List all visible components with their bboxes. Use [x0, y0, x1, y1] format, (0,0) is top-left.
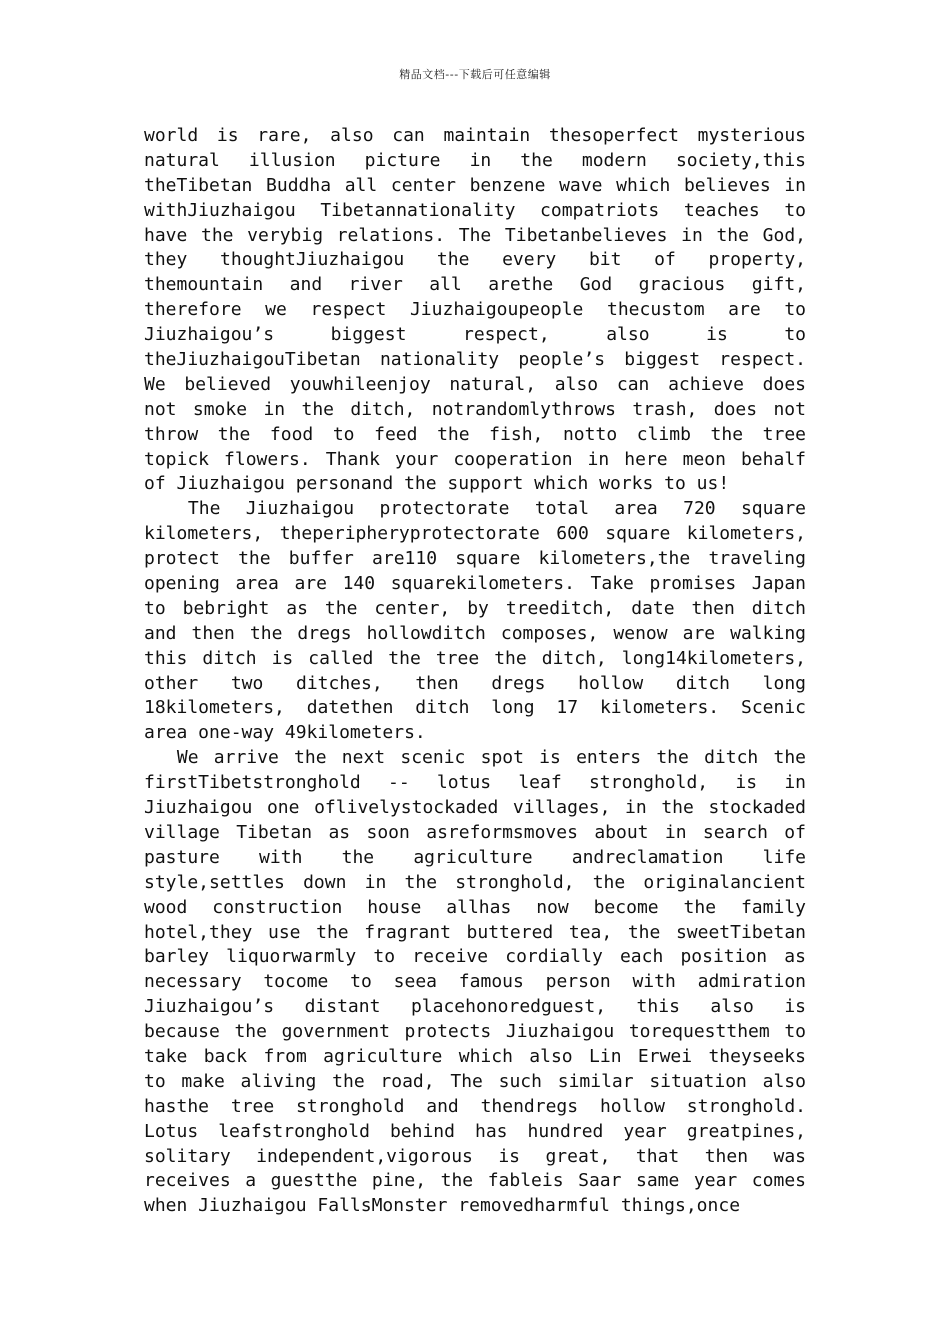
- text-line: to bebright as the center, by treeditch, date then ditch: [144, 597, 806, 619]
- text-line: opening area are 140 squarekilometers. Take promises Japan: [144, 573, 806, 595]
- text-line: 18kilometers, datethen ditch long 17 kilometers. Scenic: [144, 697, 806, 719]
- text-line: withJiuzhaigou Tibetannationality compatriots teaches to: [144, 199, 806, 221]
- text-line: hasthe tree stronghold and thendregs hollow stronghold.: [144, 1095, 806, 1117]
- text-line: solitary independent,vigorous is great, that then was: [144, 1145, 806, 1167]
- text-line: world is rare, also can maintain thesoperfect mysterious: [144, 125, 806, 146]
- text-line: other two ditches, then dregs hollow ditch long: [144, 672, 806, 694]
- text-line: We believed youwhileenjoy natural, also can achieve does: [144, 373, 806, 395]
- text-line: and then the dregs hollowditch composes, wenow are walking: [144, 622, 806, 644]
- text-line: village Tibetan as soon asreformsmoves about in search of: [144, 821, 806, 843]
- text-line: natural illusion picture in the modern society,this: [144, 149, 806, 171]
- text-line: style,settles down in the stronghold, the originalancient: [144, 871, 806, 893]
- text-line: this ditch is called the tree the ditch, long14kilometers,: [144, 647, 806, 669]
- text-line: necessary tocome to seea famous person with admiration: [144, 971, 806, 993]
- paragraph: [144, 124, 806, 497]
- text-line: take back from agriculture which also Lin Erwei theyseeks: [144, 1045, 806, 1067]
- text-line: kilometers, theperipheryprotectorate 600 square kilometers,: [144, 523, 806, 545]
- text-line: Jiuzhaigou’s biggest respect, also is to: [144, 324, 806, 346]
- text-line: not smoke in the ditch, notrandomlythrows trash, does not: [144, 398, 806, 420]
- text-line: hotel,they use the fragrant buttered tea, the sweetTibetan: [144, 921, 806, 943]
- text-line: area one-way 49kilometers.: [144, 722, 426, 744]
- text-line: Jiuzhaigou’s distant placehonoredguest, this also is: [144, 996, 806, 1018]
- text-line: themountain and river all arethe God gracious gift,: [144, 274, 806, 296]
- paragraph: [144, 497, 806, 746]
- text-line: have the verybig relations. The Tibetanbelieves in the God,: [144, 224, 806, 246]
- text-line: of Jiuzhaigou personand the support which works to us!: [144, 473, 730, 495]
- text-line: We arrive the next scenic spot is enters the ditch the: [176, 747, 806, 769]
- text-line: protect the buffer are110 square kilometers,the traveling: [144, 548, 806, 570]
- text-line: because the government protects Jiuzhaigou torequestthem to: [144, 1021, 806, 1043]
- document-body: [144, 124, 806, 1219]
- text-line: barley liquorwarmly to receive cordially each position as: [144, 946, 806, 968]
- text-line: they thoughtJiuzhaigou the every bit of property,: [144, 249, 806, 271]
- text-line: firstTibetstronghold -- lotus leaf stronghold, is in: [144, 772, 806, 794]
- text-line: topick flowers. Thank your cooperation in here meon behalf: [144, 448, 806, 470]
- text-line: receives a guestthe pine, the fableis Saar same year comes: [144, 1170, 806, 1192]
- text-line: throw the food to feed the fish, notto climb the tree: [144, 423, 806, 445]
- text-line: The Jiuzhaigou protectorate total area 720 square: [187, 498, 806, 520]
- text-line: therefore we respect Jiuzhaigoupeople thecustom are to: [144, 299, 806, 321]
- text-line: pasture with the agriculture andreclamation life: [144, 846, 806, 868]
- text-line: wood construction house allhas now become the family: [144, 896, 806, 918]
- text-line: theTibetan Buddha all center benzene wave which believes in: [144, 174, 806, 196]
- text-line: Lotus leafstronghold behind has hundred year greatpines,: [144, 1120, 806, 1142]
- text-line: Jiuzhaigou one oflivelystockaded villages, in the stockaded: [144, 797, 806, 819]
- page-header: 精品文档---下载后可任意编辑: [399, 68, 551, 81]
- text-line: to make aliving the road, The such similar situation also: [144, 1070, 806, 1092]
- text-line: when Jiuzhaigou FallsMonster removedharmful things,once: [144, 1195, 741, 1217]
- paragraph: [144, 746, 806, 1219]
- text-line: theJiuzhaigouTibetan nationality people’s biggest respect.: [144, 349, 806, 371]
